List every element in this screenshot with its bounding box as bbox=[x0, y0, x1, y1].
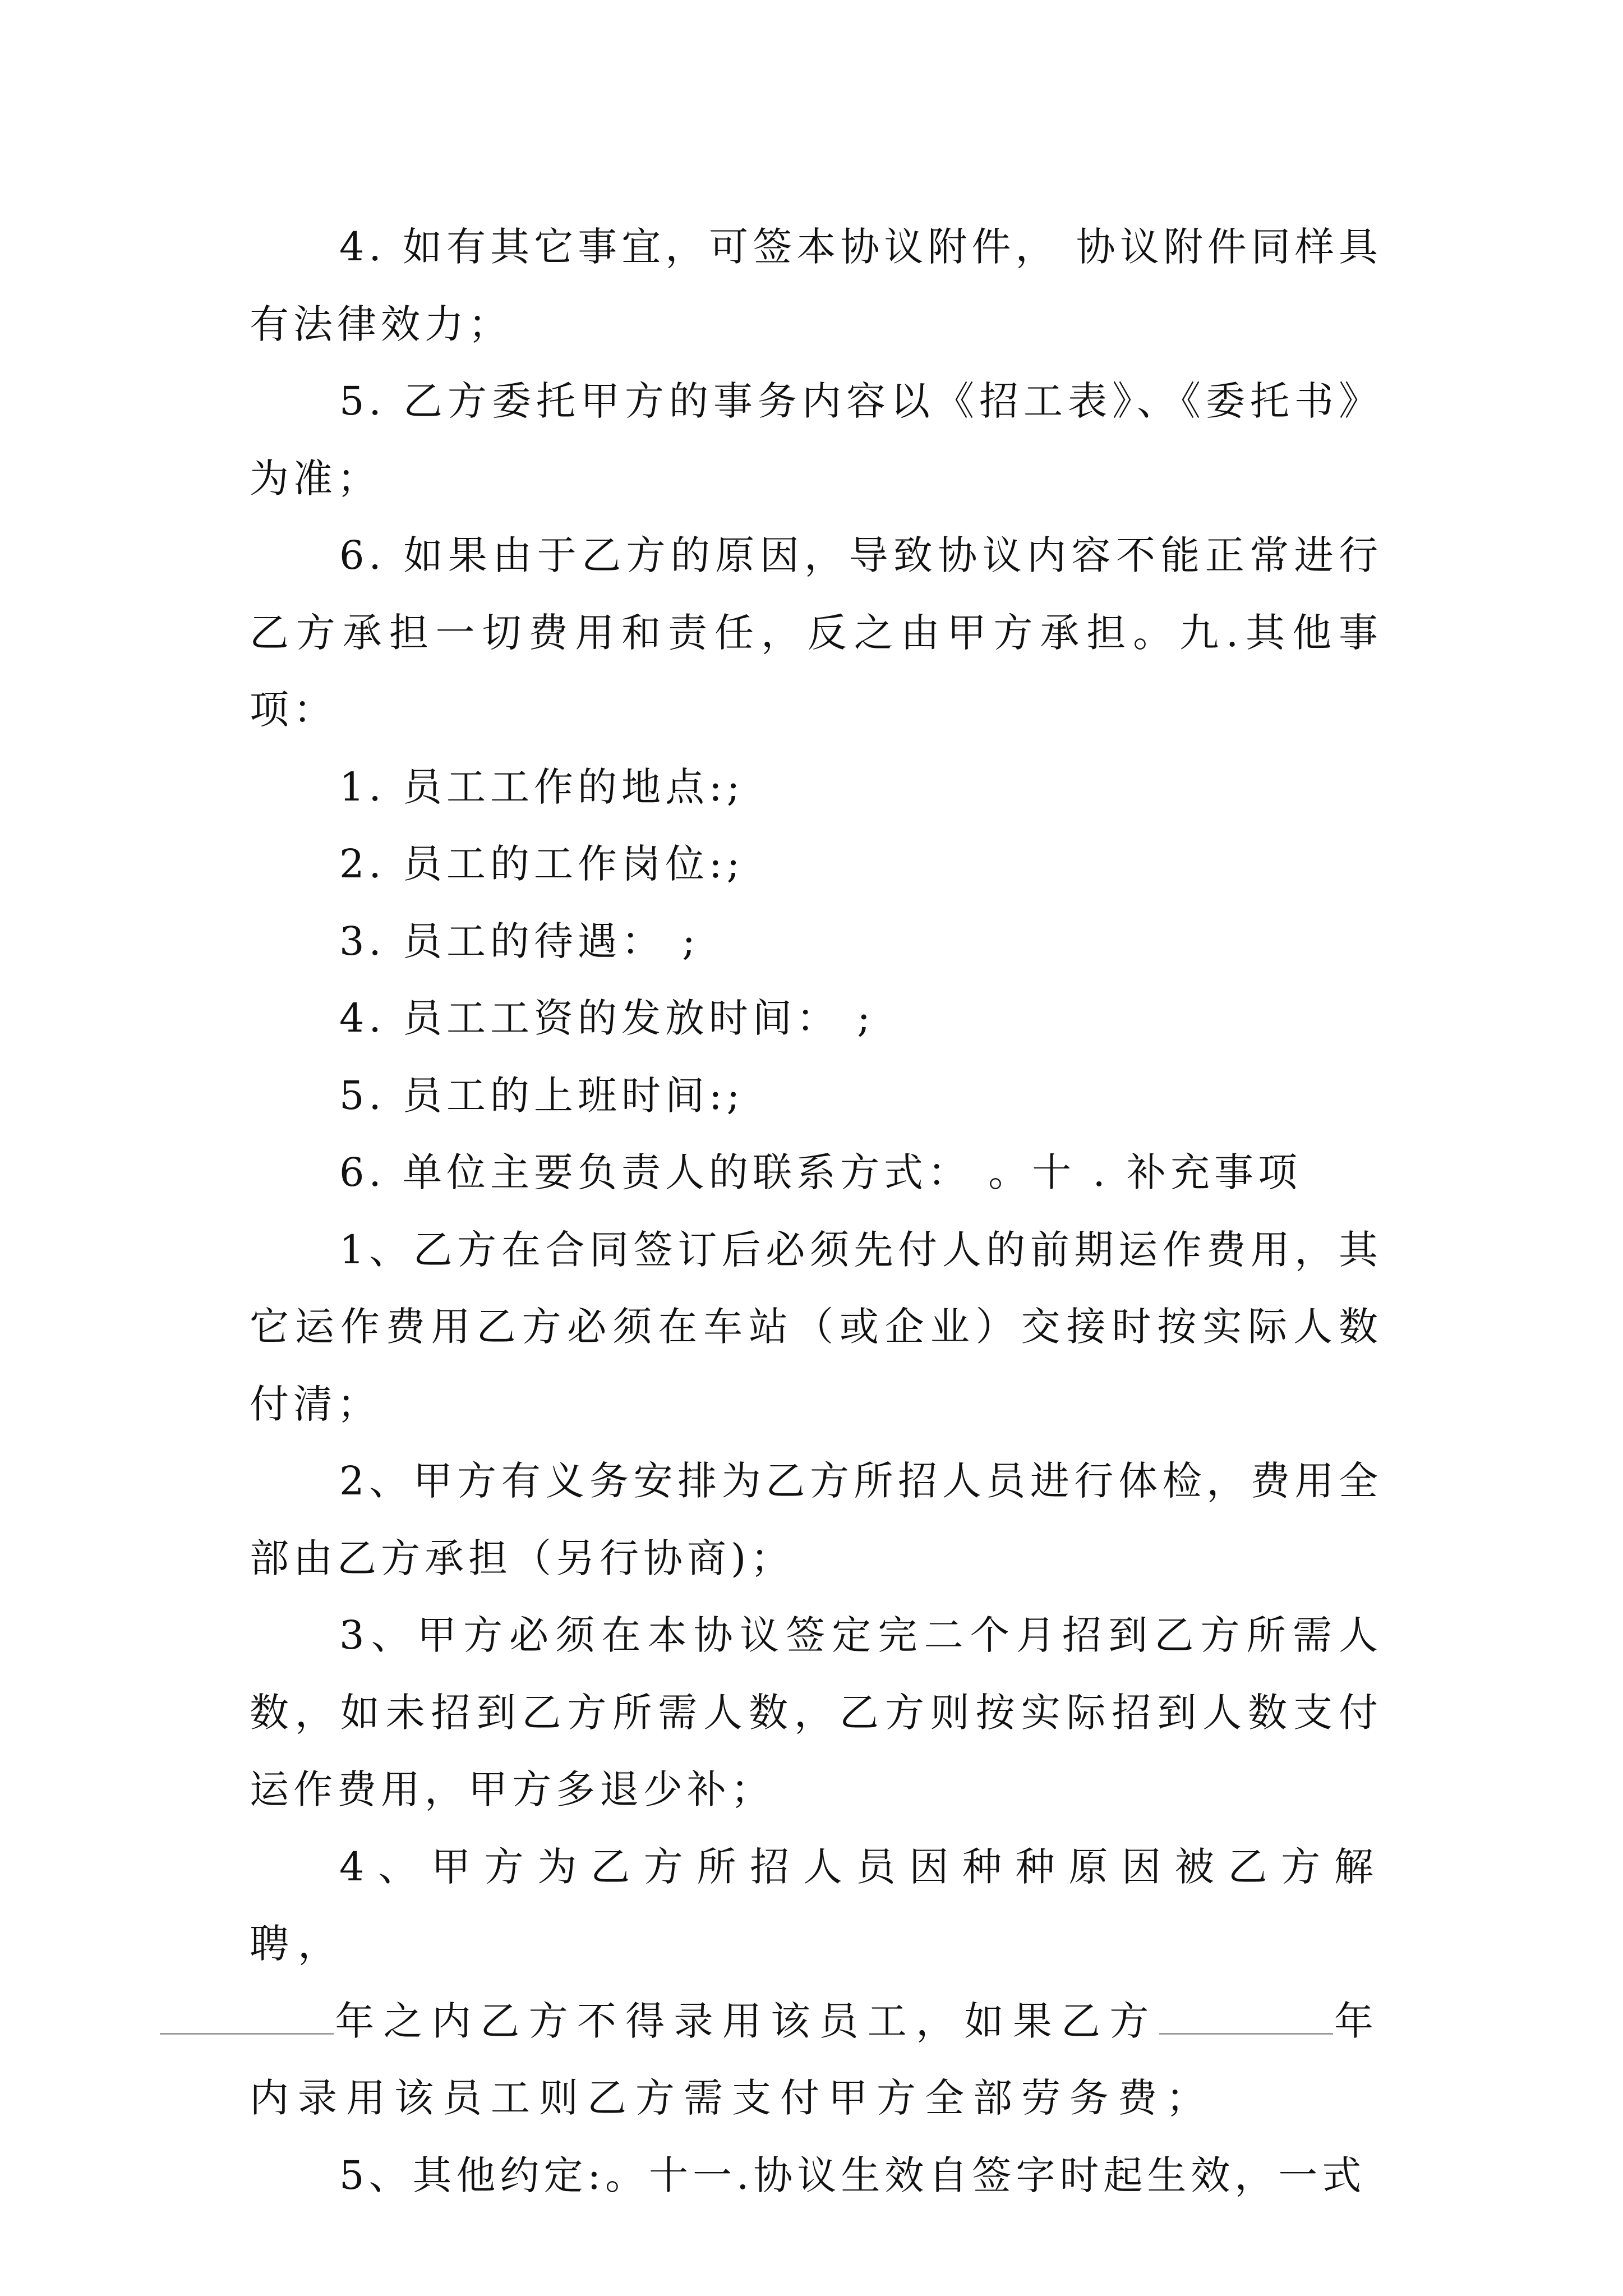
paragraph-attachment-clause: 4. 如有其它事宜，可签本协议附件， 协议附件同样具有法律效力； bbox=[250, 224, 1382, 347]
dismissal-clause-tail: 年内录用该员工则乙方需支付甲方全部劳务费； bbox=[250, 1998, 1383, 2121]
paragraph-working-hours: 5. 员工的上班时间:; bbox=[339, 1072, 745, 1119]
dismissal-clause-lead: 4、甲方为乙方所招人员因种种原因被乙方解聘， bbox=[250, 1843, 1382, 1967]
dismissal-clause-mid: 年之内乙方不得录用该员工，如果乙方 bbox=[335, 1998, 1158, 2044]
paragraph-recruit-deadline: 3、甲方必须在本协议签定完二个月招到乙方所需人数，如未招到乙方所需人数，乙方则按实际招到人数支付运作费用，甲方多退少补； bbox=[250, 1612, 1382, 1812]
document-body bbox=[250, 209, 1382, 2214]
paragraph-other-terms: 5、其他约定:。十一.协议生效自签字时起生效，一式 bbox=[339, 2152, 1366, 2198]
paragraph-liability-clause: 6. 如果由于乙方的原因，导致协议内容不能正常进行乙方承担一切费用和责任，反之由甲方承担。九.其他事项： bbox=[250, 532, 1382, 733]
paragraph-dismissal-clause bbox=[250, 1829, 1382, 2137]
paragraph-job-position: 2. 员工的工作岗位:; bbox=[339, 841, 745, 887]
paragraph-payday: 4. 员工工资的发放时间： ; bbox=[339, 995, 875, 1041]
paragraph-health-check: 2、甲方有义务安排为乙方所招人员进行体检，费用全部由乙方承担（另行协商)； bbox=[250, 1458, 1382, 1581]
blank-years-field-1[interactable] bbox=[160, 1995, 334, 2035]
paragraph-work-location: 1. 员工工作的地点:; bbox=[339, 763, 745, 810]
paragraph-upfront-fees: 1、乙方在合同签订后必须先付人的前期运作费用，其它运作费用乙方必须在车站（或企业）交接时按实际人数付清； bbox=[250, 1226, 1382, 1427]
paragraph-benefits: 3. 员工的待遇： ; bbox=[339, 918, 700, 964]
paragraph-contact-method: 6. 单位主要负责人的联系方式： 。十 . 补充事项 bbox=[339, 1149, 1302, 1195]
blank-years-field-2[interactable] bbox=[1159, 1995, 1333, 2035]
paragraph-commission-scope: 5. 乙方委托甲方的事务内容以《招工表》、《委托书》为准； bbox=[250, 378, 1382, 501]
